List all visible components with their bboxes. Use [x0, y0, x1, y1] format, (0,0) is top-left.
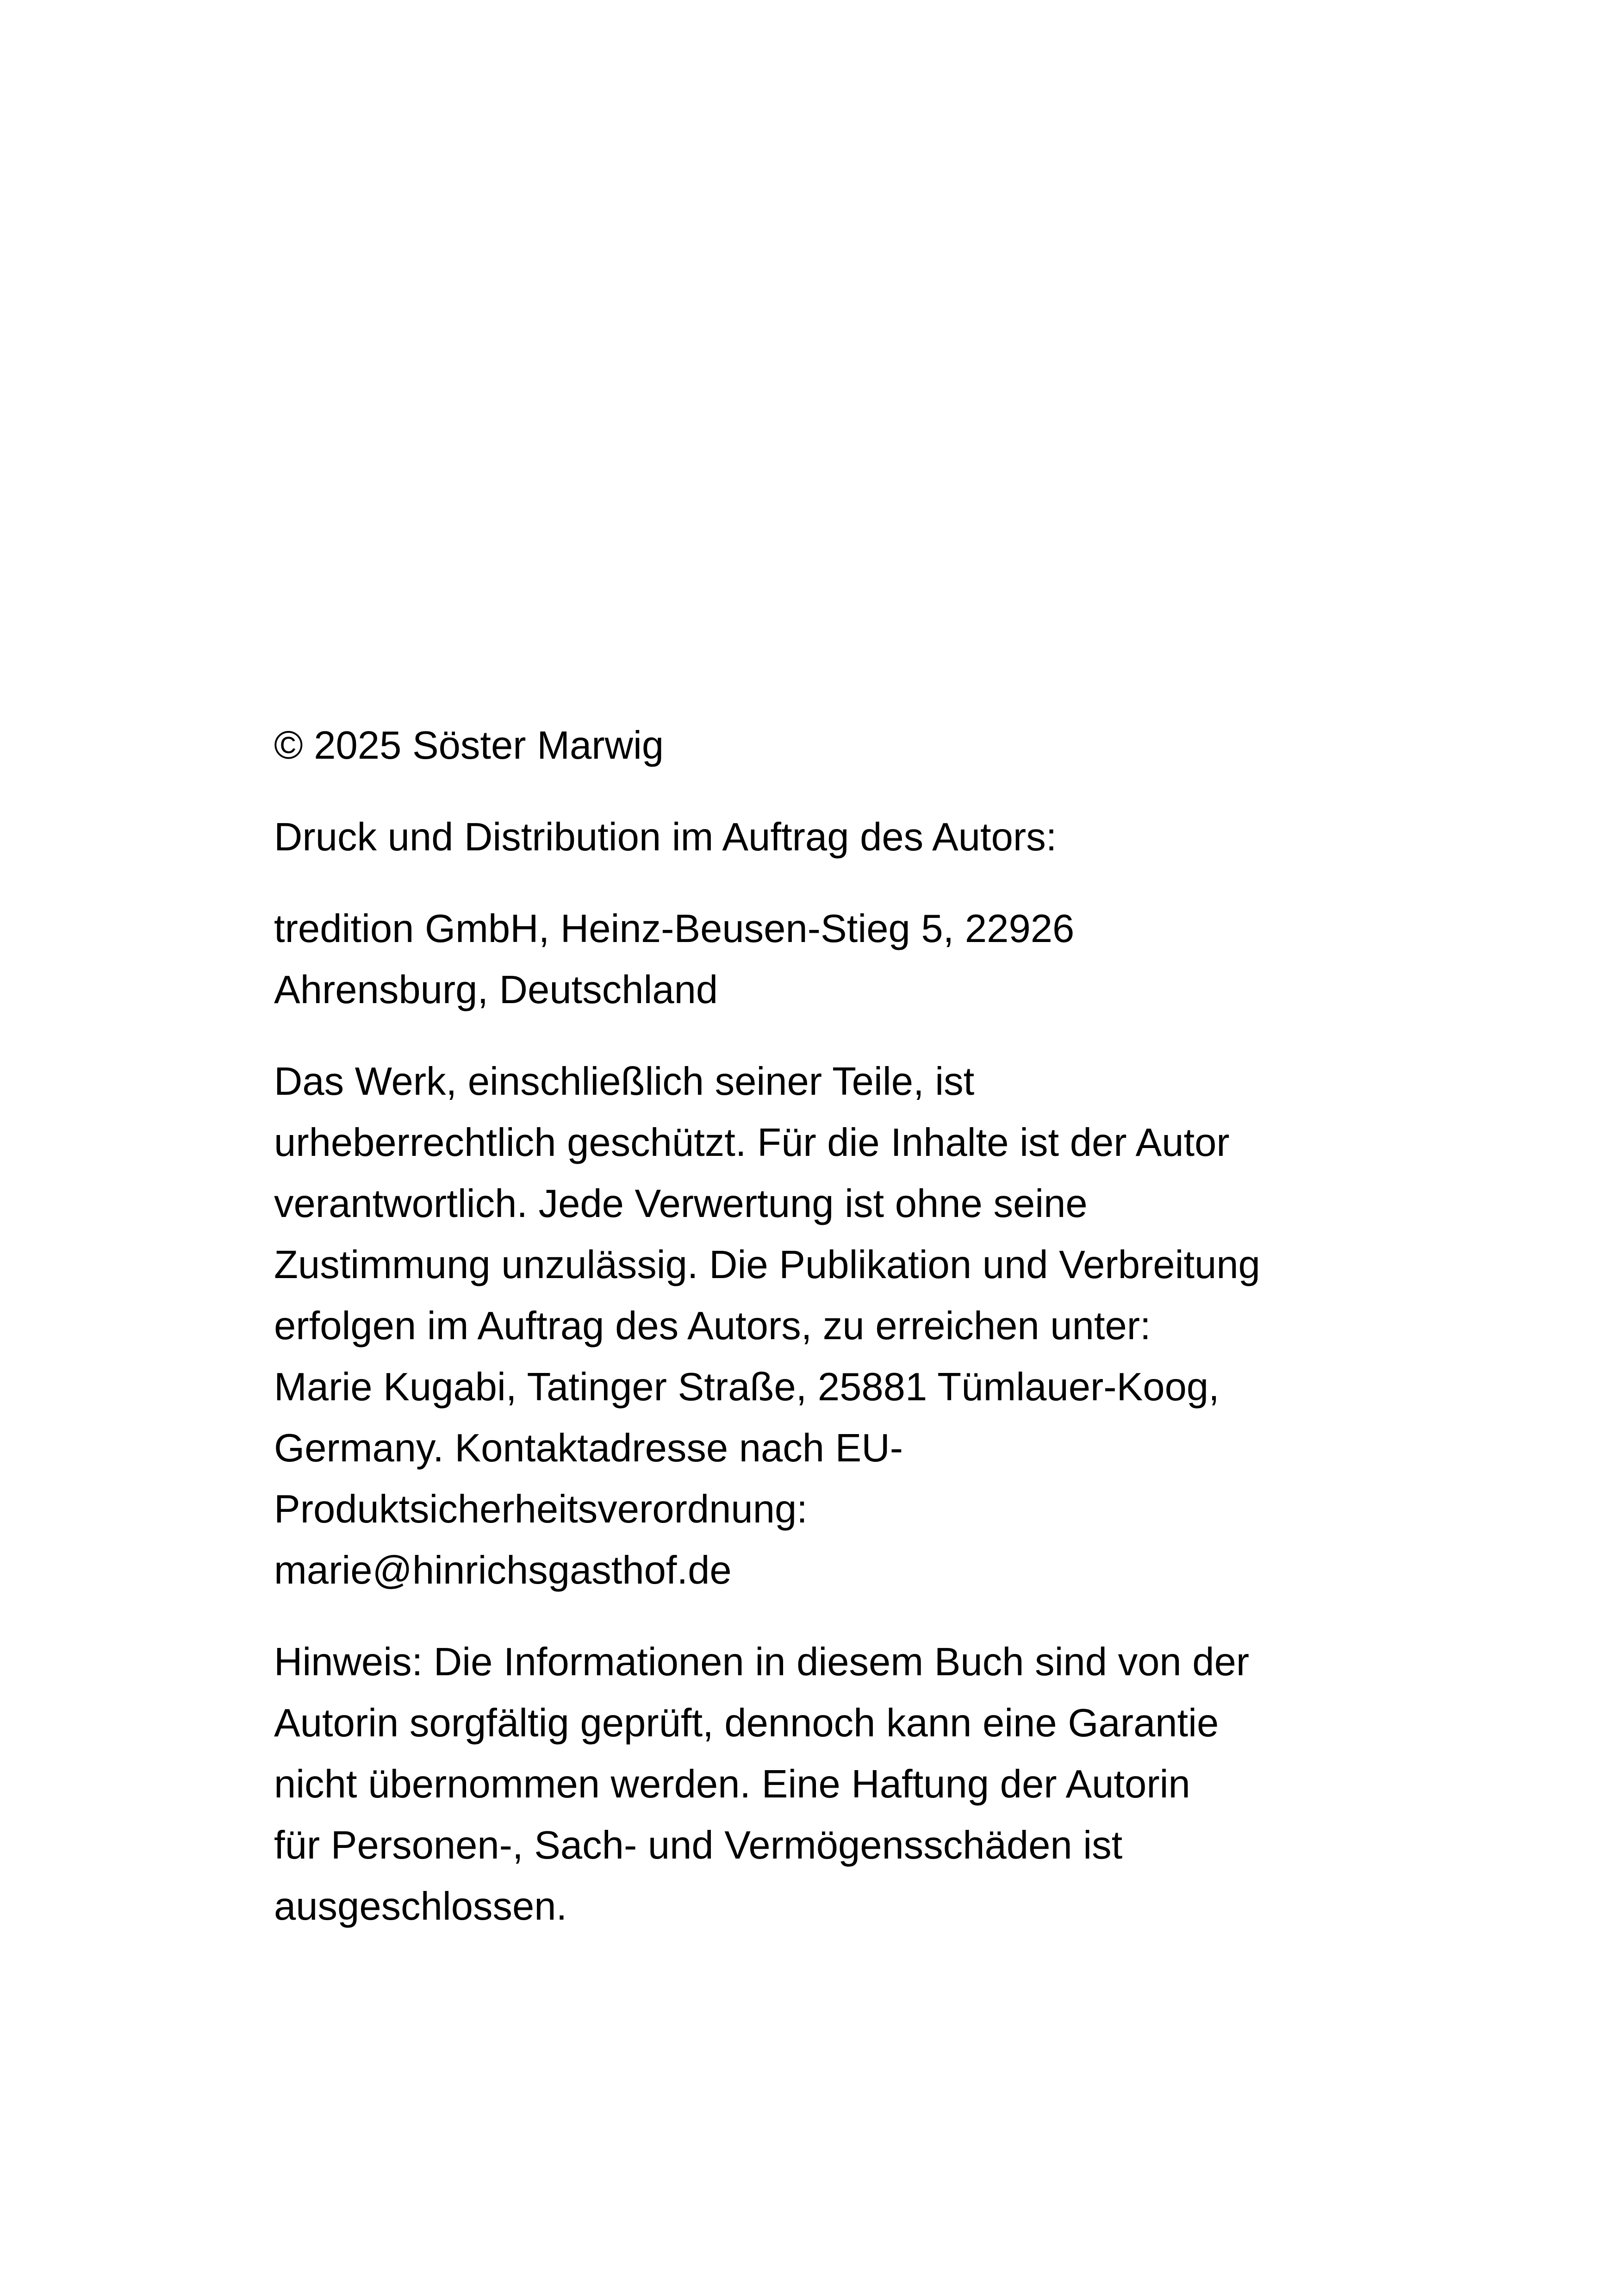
distribution-paragraph [274, 807, 1385, 868]
copyright-line: © 2025 Söster Marwig [274, 724, 664, 767]
notice-paragraph [274, 1632, 1385, 1937]
notice-line: Autorin sorgfältig geprüft, dennoch kann eine Garantie [274, 1701, 1219, 1745]
rights-line: Produktsicherheitsverordnung: [274, 1487, 808, 1531]
distribution-line: Druck und Distribution im Auftrag des Autors: [274, 815, 1057, 859]
notice-line: ausgeschlossen. [274, 1884, 567, 1928]
rights-line: Zustimmung unzulässig. Die Publikation und Verbreitung [274, 1243, 1260, 1287]
notice-line: nicht übernommen werden. Eine Haftung der Autorin [274, 1762, 1190, 1806]
rights-line: erfolgen im Auftrag des Autors, zu erreichen unter: [274, 1304, 1151, 1348]
publisher-line: tredition GmbH, Heinz-Beusen-Stieg 5, 22926 [274, 907, 1075, 951]
publisher-paragraph [274, 898, 1385, 1021]
rights-paragraph [274, 1051, 1385, 1601]
imprint-block [274, 715, 1385, 1968]
copyright-paragraph [274, 715, 1385, 776]
contact-email: marie@hinrichsgasthof.de [274, 1548, 732, 1592]
rights-line: Germany. Kontaktadresse nach EU- [274, 1426, 903, 1470]
rights-line: urheberrechtlich geschützt. Für die Inhalte ist der Autor [274, 1121, 1230, 1165]
rights-line: Das Werk, einschließlich seiner Teile, ist [274, 1060, 975, 1104]
rights-line: Marie Kugabi, Tatinger Straße, 25881 Tümlauer-Koog, [274, 1365, 1220, 1409]
notice-line: Hinweis: Die Informationen in diesem Buch sind von der [274, 1640, 1250, 1684]
rights-line: verantwortlich. Jede Verwertung ist ohne seine [274, 1182, 1088, 1226]
publisher-line: Ahrensburg, Deutschland [274, 968, 718, 1012]
notice-line: für Personen-, Sach- und Vermögensschäden ist [274, 1823, 1123, 1867]
